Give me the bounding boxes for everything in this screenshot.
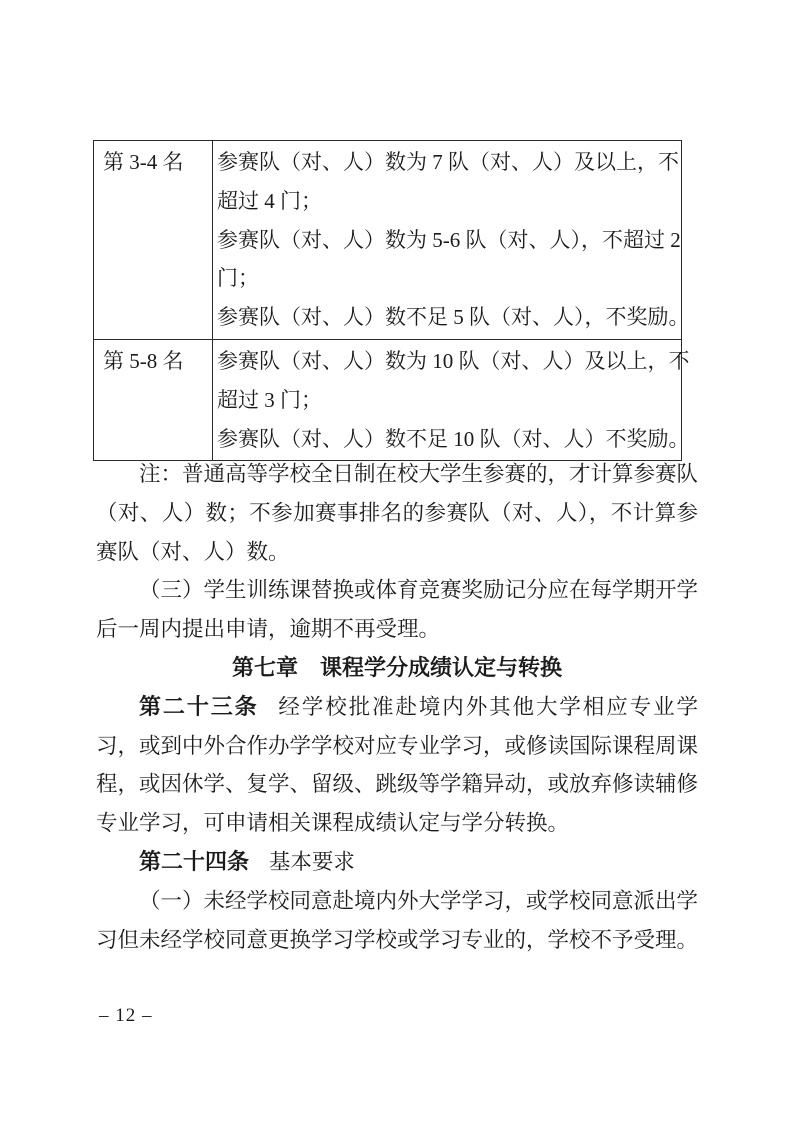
criteria-cell — [213, 141, 690, 340]
item3-paragraph: （三）学生训练课替换或体育竞赛奖励记分应在每学期开学后一周内提出申请，逾期不再受理。 — [96, 578, 699, 642]
rank-cell — [94, 339, 213, 460]
document-body — [96, 455, 698, 959]
table-row — [94, 141, 682, 340]
criteria-line: 参赛队（对、人）数不足 5 队（对、人），不奖励。 — [217, 305, 690, 330]
criteria-line: 参赛队（对、人）数为 5-6 队（对、人），不超过 2 — [217, 227, 681, 252]
criteria-line: 参赛队（对、人）数为 10 队（对、人）及以上，不 — [217, 348, 690, 373]
criteria-line: 超过 4 门； — [217, 188, 322, 213]
rank-label: 第 5-8 名 — [103, 348, 184, 373]
article24-number: 第二十四条 — [139, 848, 250, 874]
chapter-heading: 第七章 课程学分成绩认定与转换 — [231, 654, 562, 680]
rank-label: 第 3-4 名 — [103, 150, 184, 174]
page-number: – 12 – — [99, 1005, 153, 1026]
award-criteria-table — [93, 140, 690, 461]
article23-text: 经学校批准赴境内外其他大学相应专业学习，或到中外合作办学学校对应专业学习，或修读国际课程周课程，或因休学、复学、留级、跳级等学籍异动，或放弃修读辅修专业学习，可申请相关课程成绩认定与学分转换。 — [96, 694, 699, 836]
criteria-line: 超过 3 门； — [217, 387, 322, 412]
note-paragraph: 注：普通高等学校全日制在校大学生参赛的，才计算参赛队（对、人）数；不参加赛事排名的参赛队（对、人），不计算参赛队（对、人）数。 — [96, 462, 699, 564]
article24-text: 基本要求 — [268, 849, 355, 874]
rank-cell — [94, 141, 213, 340]
article23-number: 第二十三条 — [139, 693, 259, 719]
criteria-line: 参赛队（对、人）数不足 10 队（对、人）不奖励。 — [217, 426, 690, 451]
criteria-line: 参赛队（对、人）数为 7 队（对、人）及以上，不 — [217, 150, 679, 174]
item1-paragraph: （一）未经学校同意赴境内外大学学习，或学校同意派出学习但未经学校同意更换学习学校或学习专业的，学校不予受理。 — [96, 888, 699, 952]
article24-paragraph — [96, 843, 698, 882]
criteria-line: 门； — [217, 266, 259, 291]
article23-paragraph — [96, 688, 698, 843]
table-row — [94, 339, 682, 460]
criteria-cell — [213, 339, 690, 460]
